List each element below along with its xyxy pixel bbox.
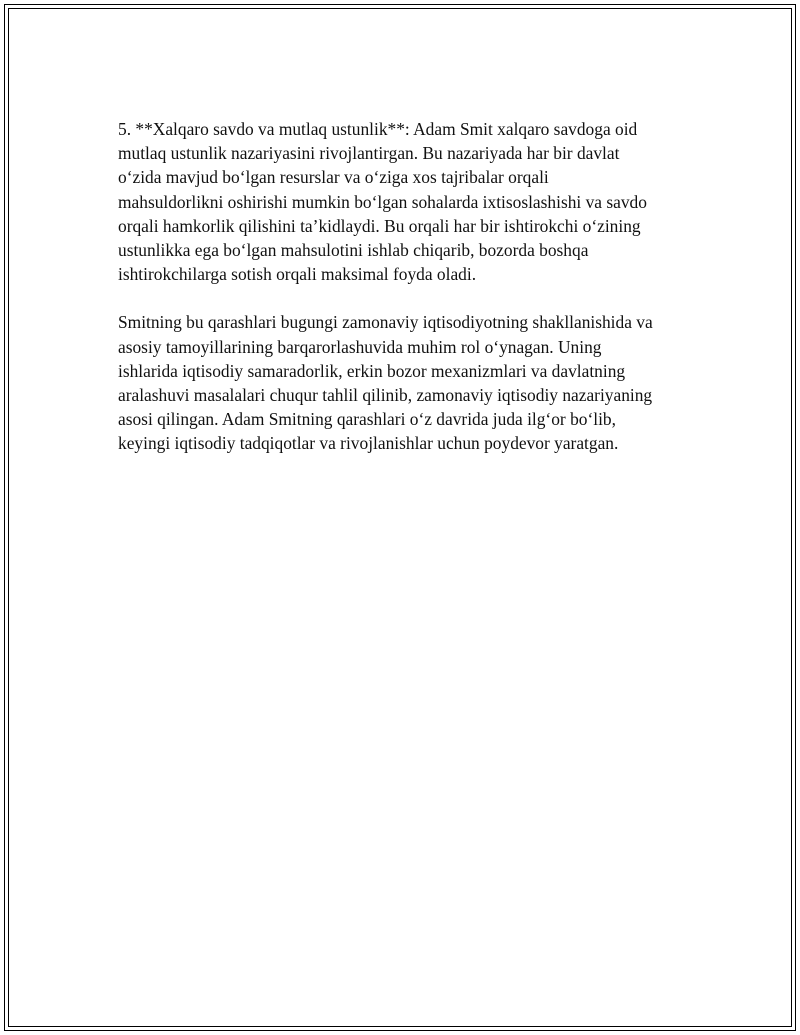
document-body (118, 117, 700, 480)
paragraph-smith-legacy: Smitning bu qarashlari bugungi zamonaviy iqtisodiyotning shakllanishida va asosiy tamoyillarining barqarorlashuvida muhim rol o‘ynagan. Uning ishlarida iqtisodiy samaradorlik, erkin bozor mexanizmlari va davlatning aralashuvi masalalari chuqur tahlil qilinib, zamonaviy iqtisodiy nazariyaning asosi qilingan. Adam Smitning qarashlari o‘z davrida juda ilg‘or bo‘lib, keyingi iqtisodiy tadqiqotlar va rivojlanishlar uchun poydevor yaratgan. (118, 312, 653, 454)
paragraph-free-trade-absolute-advantage: 5. **Xalqaro savdo va mutlaq ustunlik**: Adam Smit xalqaro savdoga oid mutlaq ustunlik nazariyasini rivojlantirgan. Bu nazariyada har bir davlat o‘zida mavjud bo‘lgan resurslar va o‘ziga xos tajribalar orqali mahsuldorlikni oshirishi mumkin bo‘lgan sohalarda ixtisoslashishi va savdo orqali hamkorlik qilishini ta’kidlaydi. Bu orqali har bir ishtirokchi o‘zining ustunlikka ega bo‘lgan mahsulotini ishlab chiqarib, bozorda boshqa ishtirokchilarga sotish orqali maksimal foyda oladi. (118, 119, 647, 285)
